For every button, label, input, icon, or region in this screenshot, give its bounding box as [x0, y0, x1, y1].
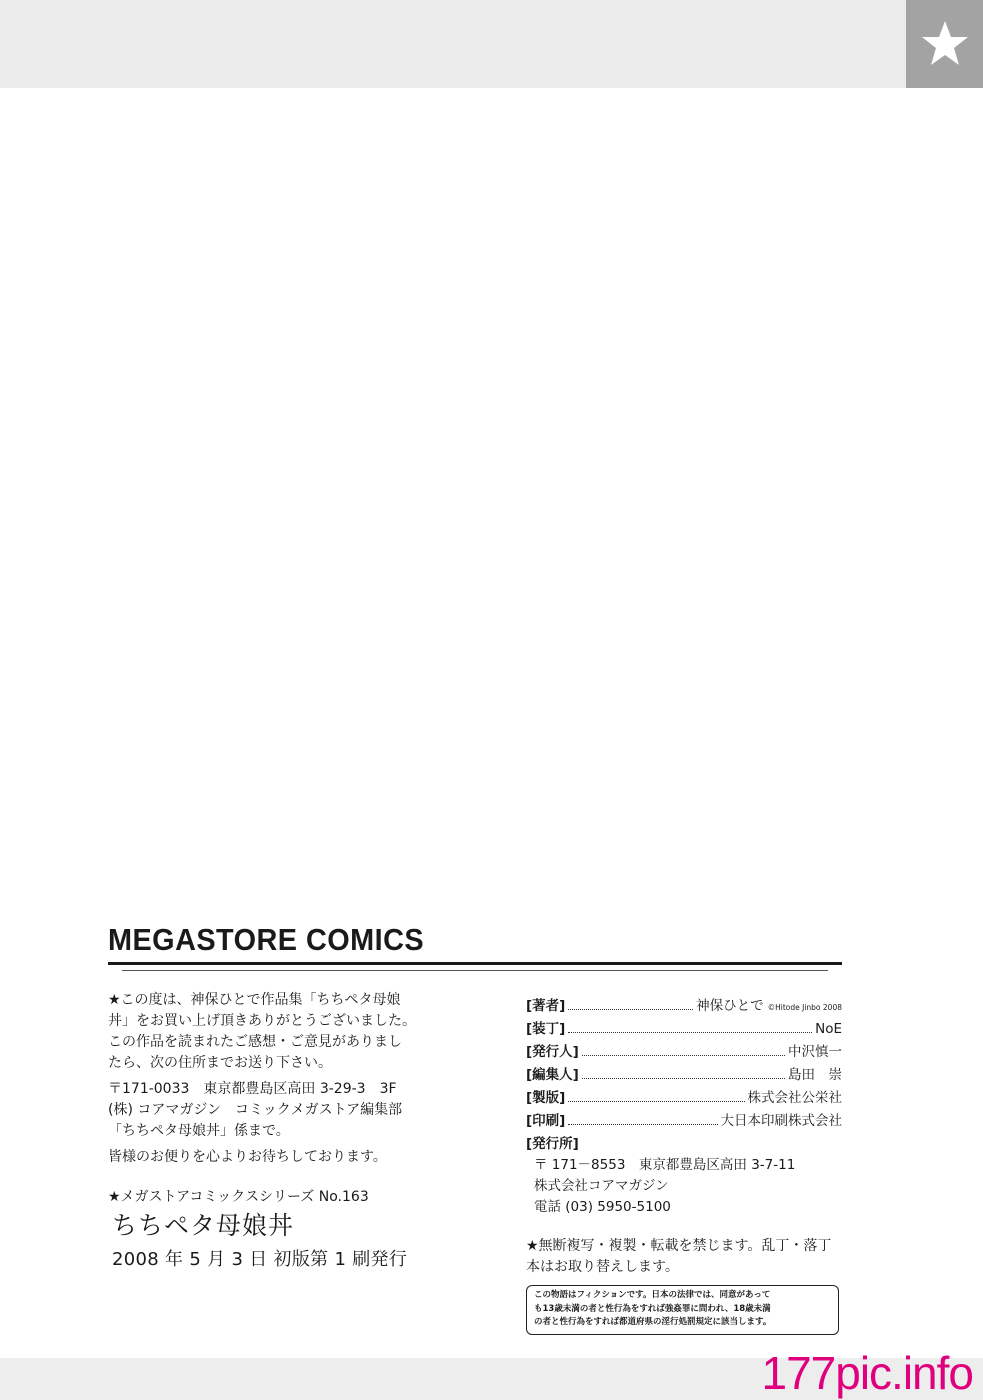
credit-value: 中沢慎一: [788, 1044, 842, 1060]
publisher-line: 電話 (03) 5950-5100: [534, 1199, 671, 1215]
notice-line: ★無断複写・複製・転載を禁じます。乱丁・落丁: [526, 1238, 832, 1254]
star-tab: [906, 0, 983, 88]
credit-design: [526, 1017, 842, 1040]
publisher-info: [526, 1155, 842, 1218]
publisher-label: [発行所]: [526, 1136, 579, 1152]
publication-date: 2008 年 5 月 3 日 初版第 1 刷発行: [112, 1249, 408, 1270]
address-line: 〒171-0033 東京都豊島区高田 3-29-3 3F: [108, 1081, 397, 1097]
credit-platemaking: [526, 1086, 842, 1109]
credit-value: 株式会社公栄社: [747, 1090, 842, 1106]
address-line: (株) コアマガジン コミックメガストア編集部: [108, 1102, 403, 1118]
notice-line: 本はお取り替えします。: [526, 1259, 679, 1275]
message-line: たら、次の住所までお送り下さい。: [108, 1055, 332, 1071]
credit-value: NoE: [815, 1021, 842, 1037]
series-number: ★メガストアコミックスシリーズ No.163: [108, 1189, 369, 1205]
credit-printing: [526, 1109, 842, 1132]
copy-notice: [526, 1236, 844, 1278]
series-logo: MEGASTORE COMICS: [108, 922, 425, 957]
message-line: この作品を読まれたご感想・ご意見がありまし: [108, 1034, 402, 1050]
disclaimer-line: この物語はフィクションです。日本の法律では、同意があって: [534, 1290, 771, 1300]
disclaimer-line: の者と性行為をすれば都道府県の淫行処罰規定に該当します。: [534, 1317, 772, 1327]
credit-issuer: [526, 1040, 842, 1063]
credit-value: 島田 崇: [788, 1067, 842, 1083]
publisher-line: 株式会社コアマガジン: [534, 1178, 669, 1194]
divider-thick: [108, 962, 842, 965]
credit-value: 大日本印刷株式会社: [720, 1113, 842, 1129]
reader-message-block: [108, 990, 453, 1168]
book-title: ちちペタ母娘丼: [112, 1211, 295, 1240]
credit-label: [印刷]: [526, 1113, 566, 1129]
credit-value: 神保ひとで: [696, 998, 764, 1014]
copyright-text: ©Hitode Jinbo 2008: [767, 1003, 842, 1012]
address-line: 「ちちペタ母娘丼」係まで。: [108, 1123, 290, 1139]
fiction-disclaimer-box: [526, 1285, 839, 1335]
credit-author: [526, 994, 842, 1017]
credit-label: [編集人]: [526, 1067, 579, 1083]
message-line: ★この度は、神保ひとで作品集「ちちペタ母娘: [108, 992, 401, 1008]
credit-label: [製版]: [526, 1090, 566, 1106]
star-icon: [920, 19, 970, 69]
closing-line: 皆様のお便りを心よりお待ちしております。: [108, 1149, 387, 1165]
top-margin-band: [0, 0, 906, 88]
credit-label: [著者]: [526, 998, 566, 1014]
message-line: 丼」をお買い上げ頂きありがとうございました。: [108, 1013, 416, 1029]
publisher-line: 〒 171－8553 東京都豊島区高田 3-7-11: [534, 1157, 796, 1173]
credit-label: [装丁]: [526, 1021, 566, 1037]
divider-thin: [122, 970, 828, 971]
credit-editor: [526, 1063, 842, 1086]
credit-label: [発行人]: [526, 1044, 579, 1060]
disclaimer-line: も13歳未満の者と性行為をすれば強姦罪に問われ、18歳未満: [534, 1303, 771, 1314]
watermark-text: 177pic.info: [761, 1347, 973, 1399]
credits-block: [526, 994, 842, 1218]
